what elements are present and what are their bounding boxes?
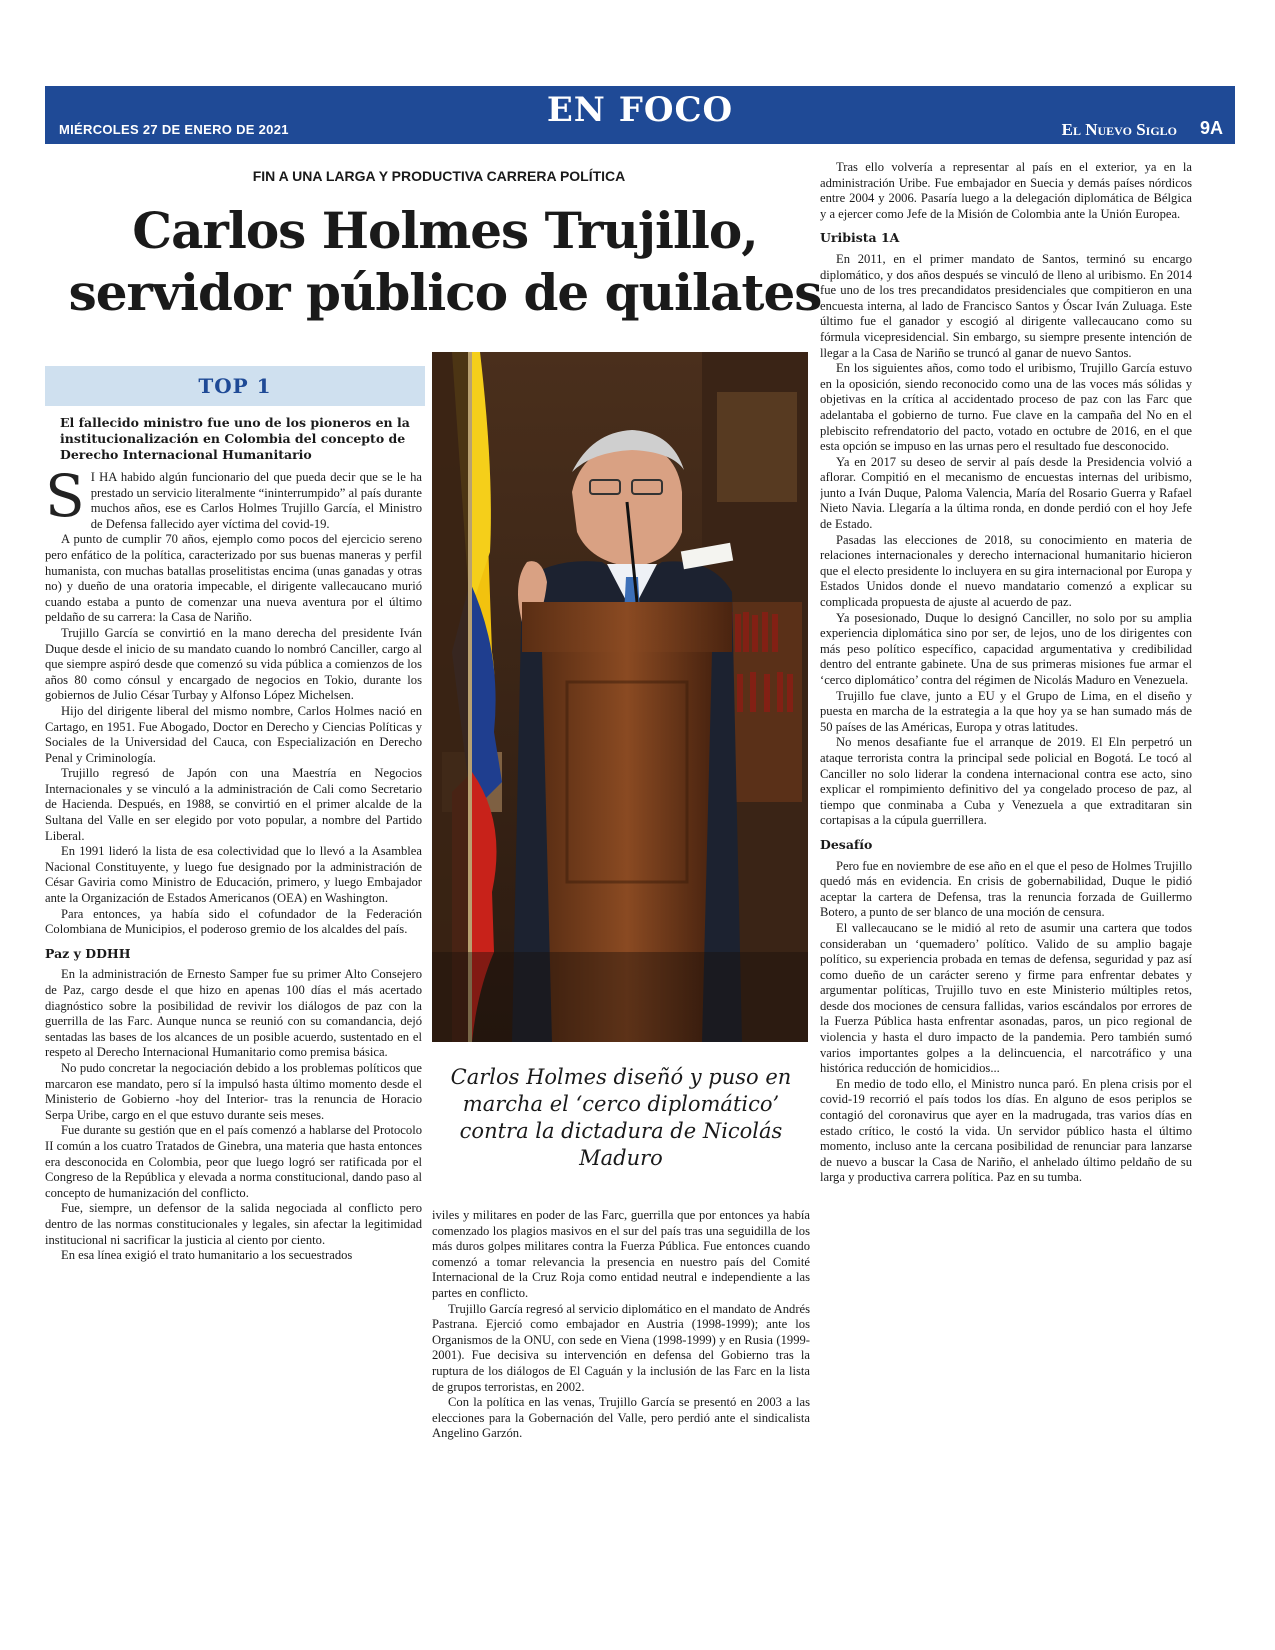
paragraph: Fue durante su gestión que en el país comenzó a hablarse del Protocolo II común a los cuatro Tratados de Ginebra, una materia que hasta entonces era desconocida en Colombia, peor que luego logró ser ratificada por el Congreso de la República y elevada a norma constitucional, dando paso al concepto de humanización del conflicto.: [45, 1123, 422, 1200]
paragraph: Trujillo regresó de Japón con una Maestría en Negocios Internacionales y se vinculó a la administración de Cali como Secretario de Hacienda. Después, en 1988, se convirtió en el primer alcalde de la Sultana del Valle en ser elegido por voto popular, a nombre del Partido Liberal.: [45, 766, 422, 843]
paragraph: Pasadas las elecciones de 2018, su conocimiento en materia de relaciones internacionales y derecho internacional humanitario hicieron que el electo presidente lo incluyera en su gira internacional por Europa y Estados Unidos donde el nuevo mandatario comenzó a explicar su complicada propuesta de ajuste al acuerdo de paz.: [820, 532, 1192, 610]
photo-caption: Carlos Holmes diseñó y puso en marcha el ‘cerco diplomático’ contra la dictadura de Nicolás Maduro: [450, 1065, 792, 1170]
paragraph: iviles y militares en poder de las Farc, guerrilla que por entonces ya había comenzado los plagios masivos en el sur del país tras una seguidilla de los más duros golpes militares contra la Fuerza Pública. Fue entonces cuando comenzó a tomar relevancia la presencia en nuestro país del Comité Internacional de la Cruz Roja como entidad neutral e independiente a las partes en conflicto.: [432, 1208, 810, 1300]
paragraph: Para entonces, ya había sido el cofundador de la Federación Colombiana de Municipios, el poderoso gremio de los alcaldes del país.: [45, 906, 422, 937]
paragraph: En esa línea exigió el trato humanitario a los secuestrados: [61, 1248, 353, 1263]
issue-date: MIÉRCOLES 27 DE ENERO DE 2021: [59, 122, 289, 137]
paragraph: A punto de cumplir 70 años, ejemplo como pocos del ejercicio sereno pero enfático de la política, caracterizado por sus buenas maneras y perfil humanista, con muchas batallas proselitistas encima (unas ganadas y otras no) y dueño de una oratoria impecable, el dirigente vallecaucano murió cuando estaba a punto de comenzar una nueva aventura por el último peldaño de su carrera: la Casa de Nariño.: [45, 532, 422, 625]
paragraph: En los siguientes años, como todo el uribismo, Trujillo García estuvo en la oposición, siendo reconocido como una de las voces más sólidas y objetivas en la crítica al accidentado proceso de paz con las Farc que adelantaba el gobierno de turno. Fue clave en la campaña del No en el plebiscito refrendatorio del pacto, votado en octubre de 2016, en el que esta opción se impuso en las urnas pero el resultado fue desconocido.: [820, 361, 1192, 454]
article-photo: [432, 352, 808, 1042]
article-column-1: [45, 470, 422, 1470]
paragraph: En 2011, en el primer mandato de Santos, terminó su encargo diplomático, y dos años después se vinculó de lleno al uribismo. En 2014 fue uno de los tres precandidatos presidenciales que compitieron en una encuesta interna, al lado de Francisco Santos y Óscar Iván Zuluaga. Este último fue el ganador y escogió al dirigente vallecaucano como su fórmula vicepresidencial. Sin embargo, su siempre presente intención de llegar a la Casa de Nariño se truncó al ganar de nuevo Santos.: [820, 251, 1192, 360]
paragraph: Hijo del dirigente liberal del mismo nombre, Carlos Holmes nació en Cartago, en 1951. Fue Abogado, Doctor en Derecho y Ciencias Políticas y Sociales de la Universidad del Cauca, con Especialización en Derecho Penal y Criminología.: [45, 703, 422, 765]
article-headline: [60, 200, 830, 324]
paragraph: El vallecaucano se le midió al reto de asumir una cartera que todos consideraban un ‘quemadero’ político. Valido de su amplio bagaje político, su experiencia probada en temas de defensa, seguridad y paz así como dueño de un carácter sereno y firme para enfrentar debates y argumentar políticas, Trujillo tuvo en este Ministerio múltiples retos, desde dos mociones de censura fallidas, varios escándalos por errores de la Fuerza Pública hasta enfrentar asonadas, paros, un pico regional de violencia y hasta el duro impacto de la pandemia. Pero también sumó varios importantes golpes a la delincuencia, el narcotráfico y una histórica reducción de homicidios...: [820, 920, 1192, 1076]
article-column-3: [820, 160, 1192, 1490]
paragraph: No menos desafiante fue el arranque de 2019. El Eln perpetró un ataque terrorista contra la principal sede policial en Bogotá. Le tocó al Canciller no solo liderar la condena internacional contra ese acto, sino explicar el rompimiento definitivo del ya congelado proceso de paz, al tiempo que conminaba a Cuba y Venezuela a que extraditaran sin cortapisas a la cúpula guerrillera.: [820, 735, 1192, 828]
paragraph: No pudo concretar la negociación debido a los problemas políticos que marcaron ese mandato, pero sí la impulsó hasta último momento desde el Ministerio de Gobierno -hoy del Interior- tras la renuncia de Horacio Serpa Uribe, cargo en el que estuvo durante seis meses.: [45, 1060, 422, 1122]
paragraph: En 1991 lideró la lista de esa colectividad que lo llevó a la Asamblea Nacional Constituyente, y luego fue designado por la administración de César Gaviria como Ministro de Educación, primero, y luego Embajador ante la Organización de Estados Americanos (OEA) en Washington.: [45, 844, 422, 906]
section-title: EN FOCO: [546, 90, 734, 130]
article-column-2: [432, 1208, 810, 1473]
page-number: 9A: [1199, 118, 1223, 138]
drop-cap: S: [45, 470, 85, 530]
paragraph: Trujillo García se convirtió en la mano derecha del presidente Iván Duque desde el inicio de su mandato cuando lo nombró Canciller, cargo al que siempre aspiró desde que comenzó su vida pública a comienzos de los años 80 como cónsul y encargado de negocios en Tokio, durante los gobiernos de Julio César Turbay y Alfonso López Michelsen.: [45, 625, 422, 703]
section-subheading: Desafío: [820, 836, 873, 852]
paragraph: I HA habido algún funcionario del que pueda decir que se le ha prestado un servicio literalmente “ininterrumpido” al país durante muchos años, ese es Carlos Holmes Trujillo García, el Ministro de Defensa fallecido ayer víctima del covid-19.: [90, 470, 422, 531]
paragraph: Tras ello volvería a representar al país en el exterior, ya en la administración Uribe. Fue embajador en Suecia y demás países nórdicos entre 2004 y 2006. Pasaría luego a la delegación diplomática de Bélgica y a ejercer como Jefe de la Misión de Colombia ante la Unión Europea.: [820, 160, 1192, 221]
photo-illustration: [432, 352, 808, 1042]
paragraph: Pero fue en noviembre de ese año en el que el peso de Holmes Trujillo quedó más en evidencia. En crisis de gobernabilidad, Duque le pidió aceptar la cartera de Defensa, tras la renuncia forzada de Guillermo Botero, a punto de ser blanco de una moción de censura.: [820, 858, 1192, 920]
paragraph: En la administración de Ernesto Samper fue su primer Alto Consejero de Paz, cargo desde el que hizo en apenas 100 días el más acertado diagnóstico sobre la posibilidad de revivir los diálogos de paz con la guerrilla de las Farc. Aunque nunca se reunió con su comandancia, dejó sentadas las bases de los alcances de un posible acuerdo, sustentado en el respeto al Derecho Internacional Humanitario como premisa básica.: [45, 967, 422, 1060]
section-subheading: Paz y DDHH: [45, 945, 131, 961]
paragraph: Con la política en las venas, Trujillo García se presentó en 2003 a las elecciones para la Gobernación del Valle, pero perdió ante el sindicalista Angelino Garzón.: [432, 1395, 810, 1441]
headline-line-2: servidor público de quilates: [68, 263, 822, 322]
top-tag: TOP 1: [45, 366, 425, 406]
paragraph: Trujillo García regresó al servicio diplomático en el mandato de Andrés Pastrana. Ejerció como embajador en Austria (1998-1999); ante los Organismos de la ONU, con sede en Viena (1998-1999) y en Rusia (1999-2001). Fue decisiva su intervención en defensa del Gobierno tras la ruptura de los diálogos de El Caguán y la inclusión de las Farc en la lista de grupos terroristas, en 2002.: [432, 1301, 810, 1394]
paragraph: Ya en 2017 su deseo de servir al país desde la Presidencia volvió a aflorar. Compitió en el mecanismo de encuestas internas del uribismo, junto a Iván Duque, Paloma Valencia, María del Rosario Guerra y Rafael Nieto Navia. Llegaría a la última ronda, en donde perdió con el hoy Jefe de Estado.: [820, 454, 1192, 532]
paragraph: Trujillo fue clave, junto a EU y el Grupo de Lima, en el diseño y puesta en marcha de la estrategia a la que hoy ya se han sumado más de 50 países de las Américas, Europa y otras latitudes.: [820, 688, 1192, 734]
paragraph: Fue, siempre, un defensor de la salida negociada al conflicto pero dentro de las normas constitucionales y legales, sin afectar la legitimidad institucional ni sacrificar la justicia al ciento por ciento.: [45, 1201, 422, 1247]
section-subheading: Uribista 1A: [820, 230, 900, 246]
article-subhead: El fallecido ministro fue uno de los pioneros en la institucionalización en Colombia del concepto de Derecho Internacional Humanitario: [60, 415, 410, 462]
newspaper-brand: El Nuevo Siglo: [1061, 120, 1177, 139]
paragraph: Ya posesionado, Duque lo designó Canciller, no solo por su amplia experiencia diplomática sino por ser, de lejos, uno de los dirigentes con más peso político específico, capacidad argumentativa y credibilidad dentro del entrante gabinete. Una de sus primeras misiones fue armar el ‘cerco diplomático’ contra del régimen de Nicolás Maduro en Venezuela.: [820, 610, 1192, 687]
headline-line-1: Carlos Holmes Trujillo,: [132, 201, 758, 260]
paragraph: En medio de todo ello, el Ministro nunca paró. En plena crisis por el covid-19 recorrió el país todos los días. En alguno de esos periplos se contagió del coronavirus que ayer en la madrugada, tras varios días en estado crítico, le costó la vida. Un servidor público hasta el último momento, incluso ante la cercana posibilidad de renunciar para lanzarse de nuevo a buscar la Casa de Nariño, el anhelado último peldaño de su larga y productiva carrera política. Paz en su tumba.: [820, 1076, 1192, 1185]
article-kicker: FIN A UNA LARGA Y PRODUCTIVA CARRERA POLÍTICA: [252, 168, 626, 184]
page-header: [45, 86, 1235, 144]
